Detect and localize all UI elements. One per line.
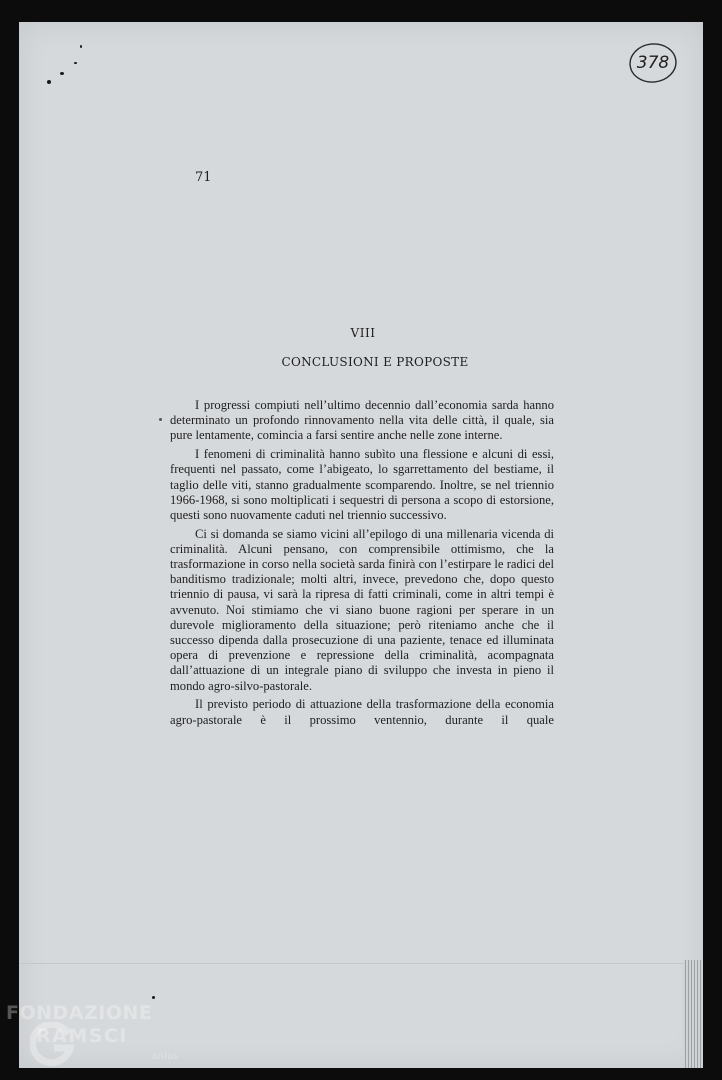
- paragraph: Ci si domanda se siamo vicini all’epilogo di una millenaria vicenda di criminalità. Alcuni pensano, con comprensibile ottimismo, che la trasformazione in corso nella società sarda finirà con l’estirpare le radici del banditismo tradizionale; molti altri, invece, prevedono che, dopo questo triennio di pausa, vi sarà la ripresa di fatti criminali, come in altri tempi è avvenuto. Noi stimiamo che vi siano buone ragioni per sperare in un durevole miglioramento della situazione; però riteniamo anche che il successo dipenda dalla prosecuzione di una paziente, tenace ed illuminata opera di prevenzione e repressione della criminalità, acompagnata dall’attuazione di un integrale piano di sviluppo che investa in pieno il mondo agro-silvo-pastorale.: [170, 526, 554, 693]
- chapter-title: CONCLUSIONI E PROPOSTE: [281, 355, 469, 369]
- scan-speck: [60, 72, 64, 75]
- scan-speck: [80, 45, 82, 48]
- watermark-suffix: onlus: [152, 1052, 179, 1062]
- scan-speck: [159, 418, 162, 421]
- page-number: 71: [195, 170, 212, 185]
- watermark-line2: RAMSCI: [36, 1025, 128, 1047]
- paragraph: I progressi compiuti nell’ultimo decennio dall’economia sarda hanno determinato un profondo rinnovamento nella vita delle città, il quale, sia pure lentamente, comincia a farsi sentire anche nelle zone interne.: [170, 398, 554, 443]
- page-fold-line: [19, 963, 683, 964]
- scan-speck: [152, 996, 155, 999]
- paragraph: I fenomeni di criminalità hanno subìto una flessione e alcuni di essi, frequenti nel passato, come l’abigeato, lo sgarrettamento del bestiame, il taglio delle viti, stanno gradualmente scomparendo. Inoltre, se nel triennio 1966-1968, si sono moltiplicati i sequestri di persona a scopo di estorsione, questi sono nuovamente caduti nel triennio successivo.: [170, 447, 554, 522]
- body-text: [170, 398, 554, 728]
- watermark-line1: FONDAZIONE: [6, 1002, 153, 1024]
- hand-drawn-circle-icon: [628, 41, 678, 85]
- fondazione-gramsci-watermark: [6, 1002, 182, 1076]
- scan-speck: [47, 80, 51, 84]
- scan-speck: [74, 62, 77, 64]
- archive-number-stamp: [628, 41, 678, 85]
- page-edge-strip: [683, 960, 703, 1068]
- archive-number-text: 378: [636, 53, 670, 73]
- paragraph: Il previsto periodo di attuazione della trasformazione della economia agro-pastorale è il prossimo ventennio, durante il quale: [170, 697, 554, 727]
- chapter-numeral: VIII: [350, 326, 376, 340]
